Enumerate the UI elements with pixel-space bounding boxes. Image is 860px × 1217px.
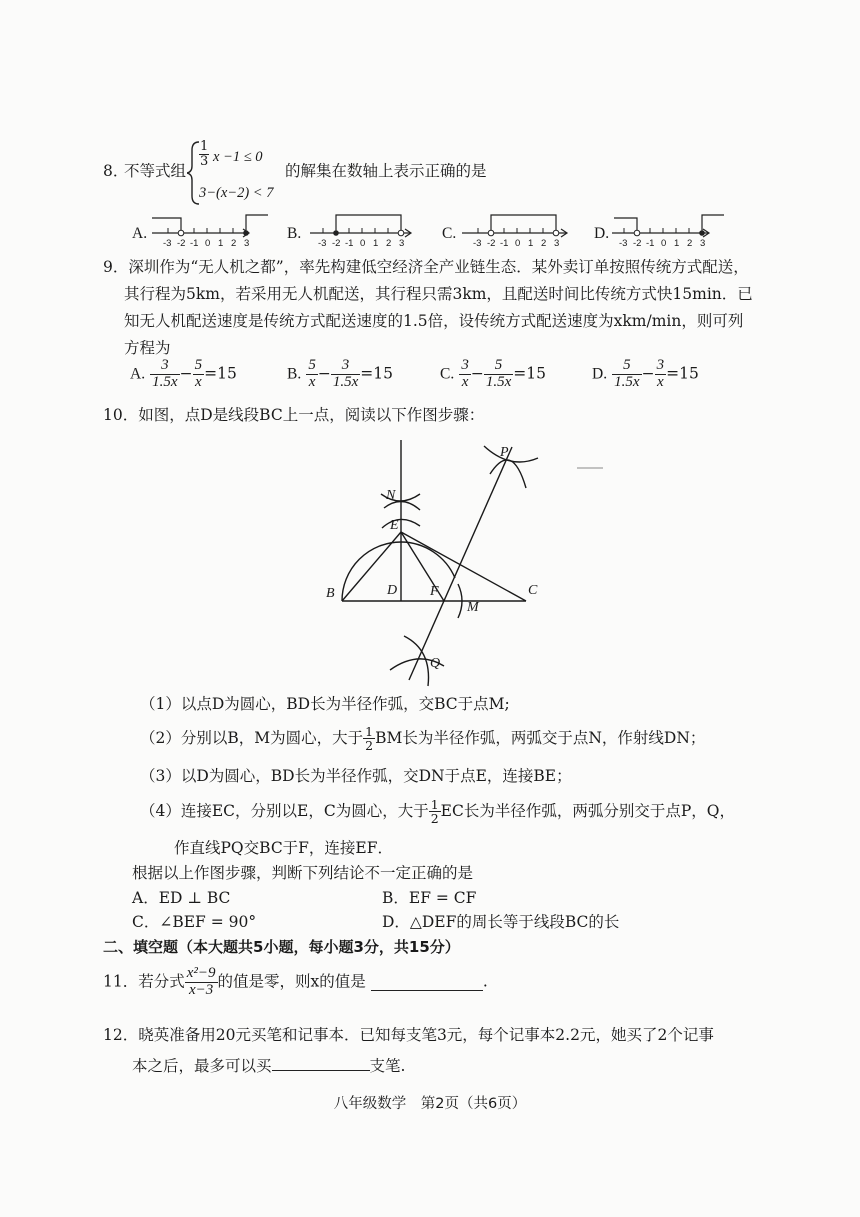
- q8-b-tick: 0: [360, 238, 366, 249]
- frac-num: x²−9: [186, 965, 216, 981]
- q8-sys-line2: 3−(x−2) < 7: [199, 185, 274, 201]
- minus-sign: −: [179, 364, 193, 383]
- q8-b-tick: -1: [345, 238, 354, 249]
- q9-option-c-letter: C.: [440, 365, 455, 383]
- q10-step-4: [140, 798, 735, 825]
- point-b-label: B: [326, 586, 335, 601]
- frac-den: 1.5x: [614, 373, 640, 390]
- q12-answer-blank[interactable]: [272, 1056, 370, 1071]
- q8-d-tick: 3: [700, 238, 706, 249]
- frac-num: 3: [461, 357, 469, 373]
- page-footer: 八年级数学 第2页（共6页）: [333, 1096, 527, 1112]
- minus-sign: −: [641, 364, 655, 383]
- frac-num: 5: [194, 357, 203, 373]
- q11-answer-blank[interactable]: [371, 974, 483, 991]
- equation-rhs: =15: [666, 364, 699, 383]
- frac-num: 5: [484, 358, 513, 375]
- frac-den: 2: [365, 738, 374, 754]
- q11: [103, 966, 488, 999]
- frac-den: x: [308, 373, 316, 390]
- q8-d-tick: -3: [619, 238, 628, 249]
- point-m-label: M: [467, 600, 479, 615]
- q8-a-tick: 1: [218, 238, 224, 249]
- frac-num: 1: [365, 724, 374, 739]
- frac-den: x: [657, 373, 664, 390]
- q10-step-2-post: BM长为半径作弧，两弧交于点N，作射线DN；: [375, 728, 706, 747]
- q9-option-b-letter: B.: [287, 365, 302, 383]
- q8-c-tick: 2: [541, 238, 547, 249]
- q8-a-tick: 0: [205, 238, 211, 249]
- q12-line-1: 12．晓英准备用20元买笔和记事本．已知每支笔3元，每个记事本2.2元，她买了2个记事: [103, 1026, 714, 1044]
- q10-option-d[interactable]: D．△DEF的周长等于线段BC的长: [382, 913, 620, 931]
- segment-ec: [401, 532, 526, 601]
- q8-d-tick: 1: [674, 238, 680, 249]
- q10-stem: 10．如图，点D是线段BC上一点，阅读以下作图步骤：: [103, 406, 485, 424]
- q12-line-2: [132, 1056, 405, 1075]
- point-e-label: E: [390, 518, 399, 533]
- q8-number: 8．: [103, 162, 129, 180]
- frac-num: 5: [308, 357, 316, 373]
- q10-judge-text: 根据以上作图步骤，判断下列结论不一定正确的是: [132, 864, 474, 882]
- frac-den: x−3: [188, 981, 214, 998]
- q8-d-tick: 0: [661, 238, 667, 249]
- q8-c-tick: -3: [473, 238, 482, 249]
- q12-line-2-pre: 本之后，最多可以买: [132, 1057, 272, 1075]
- q8-c-tick: -2: [487, 238, 496, 249]
- q8-sys-line1: x −1 ≤ 0: [213, 149, 263, 165]
- q8-a-tick: 3: [244, 238, 250, 249]
- q9-option-a-letter: A.: [130, 365, 146, 383]
- equation-rhs: =15: [360, 364, 393, 383]
- q12-line-2-post: 支笔.: [369, 1057, 406, 1075]
- q8-a-tick: -3: [163, 238, 172, 249]
- q8-sys-frac-num: 1: [200, 139, 209, 154]
- frac-num: 3: [150, 358, 179, 375]
- point-p-label: P: [500, 445, 509, 460]
- q10-step-3: （3）以D为圆心，BD长为半径作弧，交DN于点E，连接BE；: [140, 767, 572, 785]
- q8-d-tick: -2: [633, 238, 642, 249]
- q8-c-tick: -1: [500, 238, 509, 249]
- q8-tail-text: 的解集在数轴上表示正确的是: [285, 162, 487, 180]
- q11-pre: 11．若分式: [103, 972, 185, 991]
- q8-sys-frac-den: 3: [200, 154, 209, 170]
- frac-den: 2: [430, 811, 439, 827]
- q8-option-c-letter: C.: [442, 225, 457, 242]
- point-c-label: C: [528, 583, 538, 598]
- minus-sign: −: [317, 364, 331, 383]
- q8-d-tick: -1: [646, 238, 655, 249]
- q8-c-tick: 0: [515, 238, 521, 249]
- q8-b-tick: 1: [373, 238, 379, 249]
- point-n-label: N: [386, 488, 396, 503]
- q9-line-1: 9．深圳作为“无人机之都”，率先构建低空经济全产业链生态．某外卖订单按照传统方式配送，: [103, 258, 749, 276]
- q8-b-tick: 3: [399, 238, 405, 249]
- q10-option-b[interactable]: B．EF = CF: [382, 889, 477, 907]
- frac-den: x: [461, 373, 469, 390]
- q8-option-d-letter: D.: [594, 225, 610, 242]
- q8-b-tick: -3: [318, 238, 327, 249]
- section-2-heading: 二、填空题（本大题共5小题，每小题3分，共15分）: [103, 938, 460, 956]
- point-q-label: Q: [430, 656, 441, 671]
- q8-c-tick: 1: [528, 238, 534, 249]
- q10-step-4-pre: （4）连接EC，分别以E，C为圆心，大于: [140, 801, 429, 820]
- frac-den: 1.5x: [332, 373, 359, 390]
- frac-num: 3: [331, 358, 360, 375]
- frac-den: 1.5x: [485, 373, 512, 390]
- q8-option-b-letter: B.: [287, 225, 302, 242]
- q11-end: .: [482, 972, 488, 991]
- q10-step-4-line-2: 作直线PQ交BC于F，连接EF．: [174, 839, 393, 857]
- q10-option-c[interactable]: C．∠BEF = 90°: [132, 913, 257, 931]
- q9-line-4: 方程为: [124, 339, 171, 357]
- q8-c-tick: 3: [554, 238, 560, 249]
- point-d-label: D: [387, 583, 398, 598]
- q8-b-tick: 2: [386, 238, 392, 249]
- minus-sign: −: [470, 364, 484, 383]
- line-pq: [409, 447, 512, 680]
- frac-num: 3: [656, 357, 665, 373]
- q8-d-tick: 2: [687, 238, 693, 249]
- equation-rhs: =15: [204, 364, 237, 383]
- q10-step-4-post: EC长为半径作弧，两弧分别交于点P，Q，: [440, 801, 735, 820]
- q8-a-tick: -2: [177, 238, 186, 249]
- q9-option-d-letter: D.: [592, 365, 608, 383]
- q8-a-tick: 2: [231, 238, 237, 249]
- point-f-label: F: [430, 584, 439, 599]
- q9-line-2: 其行程为5km，若采用无人机配送，其行程只需3km，且配送时间比传统方式快15min．已: [124, 285, 753, 303]
- q11-post: 的值是零，则x的值是: [217, 972, 366, 991]
- frac-num: 5: [612, 358, 641, 375]
- q10-step-2: [140, 725, 705, 752]
- q10-option-a[interactable]: A．ED ⊥ BC: [132, 889, 231, 907]
- q10-step-1: （1）以点D为圆心，BD长为半径作弧，交BC于点M;: [140, 695, 510, 713]
- q8-lead-text: 不等式组: [124, 162, 187, 180]
- frac-den: 1.5x: [152, 373, 178, 390]
- q8-a-tick: -1: [190, 238, 199, 249]
- q9-line-3: 知无人机配送速度是传统方式配送速度的1.5倍，设传统方式配送速度为xkm/min，则可列: [124, 312, 744, 330]
- equation-rhs: =15: [513, 364, 546, 383]
- q8-b-tick: -2: [332, 238, 341, 249]
- q8-option-a-letter: A.: [132, 225, 148, 242]
- frac-den: x: [195, 373, 202, 390]
- frac-num: 1: [430, 797, 439, 812]
- q10-step-2-pre: （2）分别以B，M为圆心，大于: [140, 728, 364, 747]
